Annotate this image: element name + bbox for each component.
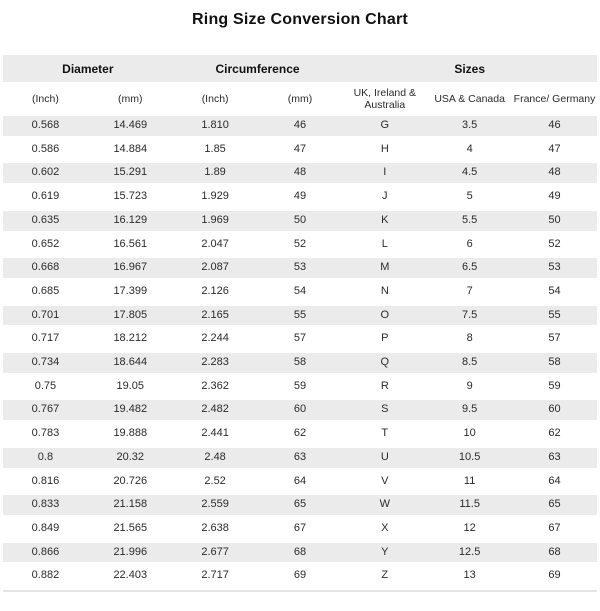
table-row (3, 329, 597, 349)
table-cell: K (342, 211, 427, 231)
table-cell: 0.602 (3, 163, 88, 183)
table-row (3, 495, 597, 515)
table-cell: 16.129 (88, 211, 173, 231)
table-cell: 2.047 (173, 235, 258, 255)
table-cell: 2.559 (173, 495, 258, 515)
table-cell: 12.5 (427, 543, 512, 563)
table-row (3, 424, 597, 444)
table-cell: 2.244 (173, 329, 258, 349)
table-cell: 1.929 (173, 187, 258, 207)
table-cell: 5 (427, 187, 512, 207)
table-cell: 2.52 (173, 472, 258, 492)
table-row (3, 543, 597, 563)
table-cell: 10 (427, 424, 512, 444)
col-header-circumference-mm: (mm) (258, 86, 343, 112)
table-cell: 50 (258, 211, 343, 231)
table-cell: 50 (512, 211, 597, 231)
table-cell: 16.967 (88, 258, 173, 278)
table-cell: 53 (512, 258, 597, 278)
table-cell: 4.5 (427, 163, 512, 183)
table-cell: 0.685 (3, 282, 88, 302)
table-cell: L (342, 235, 427, 255)
table-row (3, 400, 597, 420)
table-cell: 60 (258, 400, 343, 420)
table-cell: 63 (512, 448, 597, 468)
table-cell: 2.087 (173, 258, 258, 278)
table-cell: 0.586 (3, 140, 88, 160)
table-cell: 21.565 (88, 519, 173, 539)
table-row (3, 377, 597, 397)
table-cell: 0.849 (3, 519, 88, 539)
table-row (3, 353, 597, 373)
table-cell: 2.717 (173, 566, 258, 586)
group-header-sizes: Sizes (342, 55, 597, 82)
table-row (3, 258, 597, 278)
table-cell: 6 (427, 235, 512, 255)
table-cell: 20.32 (88, 448, 173, 468)
table-row (3, 140, 597, 160)
table-cell: 2.126 (173, 282, 258, 302)
table-cell: 11.5 (427, 495, 512, 515)
table-cell: 0.668 (3, 258, 88, 278)
table-cell: 58 (512, 353, 597, 373)
table-cell: 62 (258, 424, 343, 444)
table-cell: 57 (512, 329, 597, 349)
table-cell: 19.888 (88, 424, 173, 444)
table-cell: 63 (258, 448, 343, 468)
col-header-circumference-inch: (Inch) (173, 86, 258, 112)
table-cell: 46 (512, 116, 597, 136)
table-cell: 5.5 (427, 211, 512, 231)
table-cell: 64 (512, 472, 597, 492)
table-cell: 2.48 (173, 448, 258, 468)
table-cell: 1.89 (173, 163, 258, 183)
table-cell: 19.482 (88, 400, 173, 420)
table-cell: H (342, 140, 427, 160)
table-row (3, 306, 597, 326)
table-cell: 2.677 (173, 543, 258, 563)
table-cell: 67 (512, 519, 597, 539)
table-cell: 15.723 (88, 187, 173, 207)
table-cell: O (342, 306, 427, 326)
table-cell: 0.833 (3, 495, 88, 515)
table-cell: 2.362 (173, 377, 258, 397)
page (0, 11, 600, 592)
table-cell: 47 (258, 140, 343, 160)
table-cell: I (342, 163, 427, 183)
table-cell: 17.805 (88, 306, 173, 326)
table-cell: 48 (512, 163, 597, 183)
table-cell: 0.652 (3, 235, 88, 255)
table-cell: 0.701 (3, 306, 88, 326)
col-header-france-germany: France/ Germany (512, 86, 597, 112)
table-cell: X (342, 519, 427, 539)
table-cell: 16.561 (88, 235, 173, 255)
table-cell: G (342, 116, 427, 136)
table-cell: 12 (427, 519, 512, 539)
table-cell: 18.212 (88, 329, 173, 349)
table-cell: 1.969 (173, 211, 258, 231)
table-cell: 68 (258, 543, 343, 563)
table-cell: 52 (512, 235, 597, 255)
table-cell: 2.165 (173, 306, 258, 326)
table-row (3, 235, 597, 255)
table-cell: 67 (258, 519, 343, 539)
table-cell: N (342, 282, 427, 302)
table-cell: 62 (512, 424, 597, 444)
table-row (3, 448, 597, 468)
table-cell: 11 (427, 472, 512, 492)
table-cell: V (342, 472, 427, 492)
table-cell: 0.816 (3, 472, 88, 492)
ring-size-conversion-table (3, 51, 597, 592)
table-cell: 4 (427, 140, 512, 160)
table-cell: 9 (427, 377, 512, 397)
table-row (3, 116, 597, 136)
group-header-diameter: Diameter (3, 55, 173, 82)
table-cell: 13 (427, 566, 512, 586)
table-cell: 53 (258, 258, 343, 278)
table-cell: U (342, 448, 427, 468)
table-cell: M (342, 258, 427, 278)
table-cell: 54 (512, 282, 597, 302)
table-cell: 1.810 (173, 116, 258, 136)
table-cell: 15.291 (88, 163, 173, 183)
group-header-circumference: Circumference (173, 55, 343, 82)
table-cell: 59 (258, 377, 343, 397)
table-body (3, 116, 597, 586)
table-cell: 14.469 (88, 116, 173, 136)
table-cell: 2.441 (173, 424, 258, 444)
table-cell: 55 (258, 306, 343, 326)
col-header-usa-canada: USA & Canada (427, 86, 512, 112)
table-cell: 55 (512, 306, 597, 326)
table-cell: 0.783 (3, 424, 88, 444)
table-row (3, 566, 597, 586)
table-cell: 69 (258, 566, 343, 586)
table-cell: 3.5 (427, 116, 512, 136)
table-cell: 46 (258, 116, 343, 136)
table-row (3, 472, 597, 492)
column-header-row (3, 86, 597, 112)
table-cell: 6.5 (427, 258, 512, 278)
col-header-uk-ireland-australia: UK, Ireland & Australia (342, 86, 427, 112)
table-row (3, 282, 597, 302)
table-cell: R (342, 377, 427, 397)
table-cell: 47 (512, 140, 597, 160)
table-cell: 58 (258, 353, 343, 373)
table-cell: Y (342, 543, 427, 563)
table-cell: Q (342, 353, 427, 373)
table-cell: J (342, 187, 427, 207)
group-header-row (3, 55, 597, 82)
page-title: Ring Size Conversion Chart (192, 11, 408, 28)
table-cell: 7 (427, 282, 512, 302)
table-cell: 49 (512, 187, 597, 207)
table-cell: 0.568 (3, 116, 88, 136)
table-cell: 57 (258, 329, 343, 349)
table-cell: T (342, 424, 427, 444)
table-cell: 14.884 (88, 140, 173, 160)
table-cell: 0.75 (3, 377, 88, 397)
table-cell: 59 (512, 377, 597, 397)
table-cell: 60 (512, 400, 597, 420)
table-cell: 0.8 (3, 448, 88, 468)
table-cell: 1.85 (173, 140, 258, 160)
table-cell: 7.5 (427, 306, 512, 326)
table-cell: P (342, 329, 427, 349)
table-cell: 17.399 (88, 282, 173, 302)
table-cell: 64 (258, 472, 343, 492)
table-row (3, 163, 597, 183)
table-cell: 48 (258, 163, 343, 183)
table-cell: 0.717 (3, 329, 88, 349)
table-row (3, 519, 597, 539)
table-cell: 20.726 (88, 472, 173, 492)
col-header-diameter-mm: (mm) (88, 86, 173, 112)
table-cell: 2.482 (173, 400, 258, 420)
table-cell: 69 (512, 566, 597, 586)
table-row (3, 187, 597, 207)
col-header-diameter-inch: (Inch) (3, 86, 88, 112)
table-cell: 10.5 (427, 448, 512, 468)
table-cell: 0.767 (3, 400, 88, 420)
table-cell: 8.5 (427, 353, 512, 373)
table-cell: 0.635 (3, 211, 88, 231)
table-cell: 0.734 (3, 353, 88, 373)
table-cell: 0.619 (3, 187, 88, 207)
table-cell: 2.638 (173, 519, 258, 539)
table-cell: 2.283 (173, 353, 258, 373)
table-cell: 22.403 (88, 566, 173, 586)
table-cell: 54 (258, 282, 343, 302)
table-cell: 49 (258, 187, 343, 207)
table-cell: Z (342, 566, 427, 586)
table-cell: 68 (512, 543, 597, 563)
table-cell: 21.158 (88, 495, 173, 515)
table-cell: 8 (427, 329, 512, 349)
table-cell: 52 (258, 235, 343, 255)
table-cell: 0.882 (3, 566, 88, 586)
table-cell: W (342, 495, 427, 515)
table-cell: 19.05 (88, 377, 173, 397)
table-cell: 65 (258, 495, 343, 515)
table-cell: S (342, 400, 427, 420)
table-cell: 18.644 (88, 353, 173, 373)
table-cell: 21.996 (88, 543, 173, 563)
table-cell: 9.5 (427, 400, 512, 420)
table-cell: 0.866 (3, 543, 88, 563)
table-cell: 65 (512, 495, 597, 515)
table-row (3, 211, 597, 231)
table-head (3, 55, 597, 112)
